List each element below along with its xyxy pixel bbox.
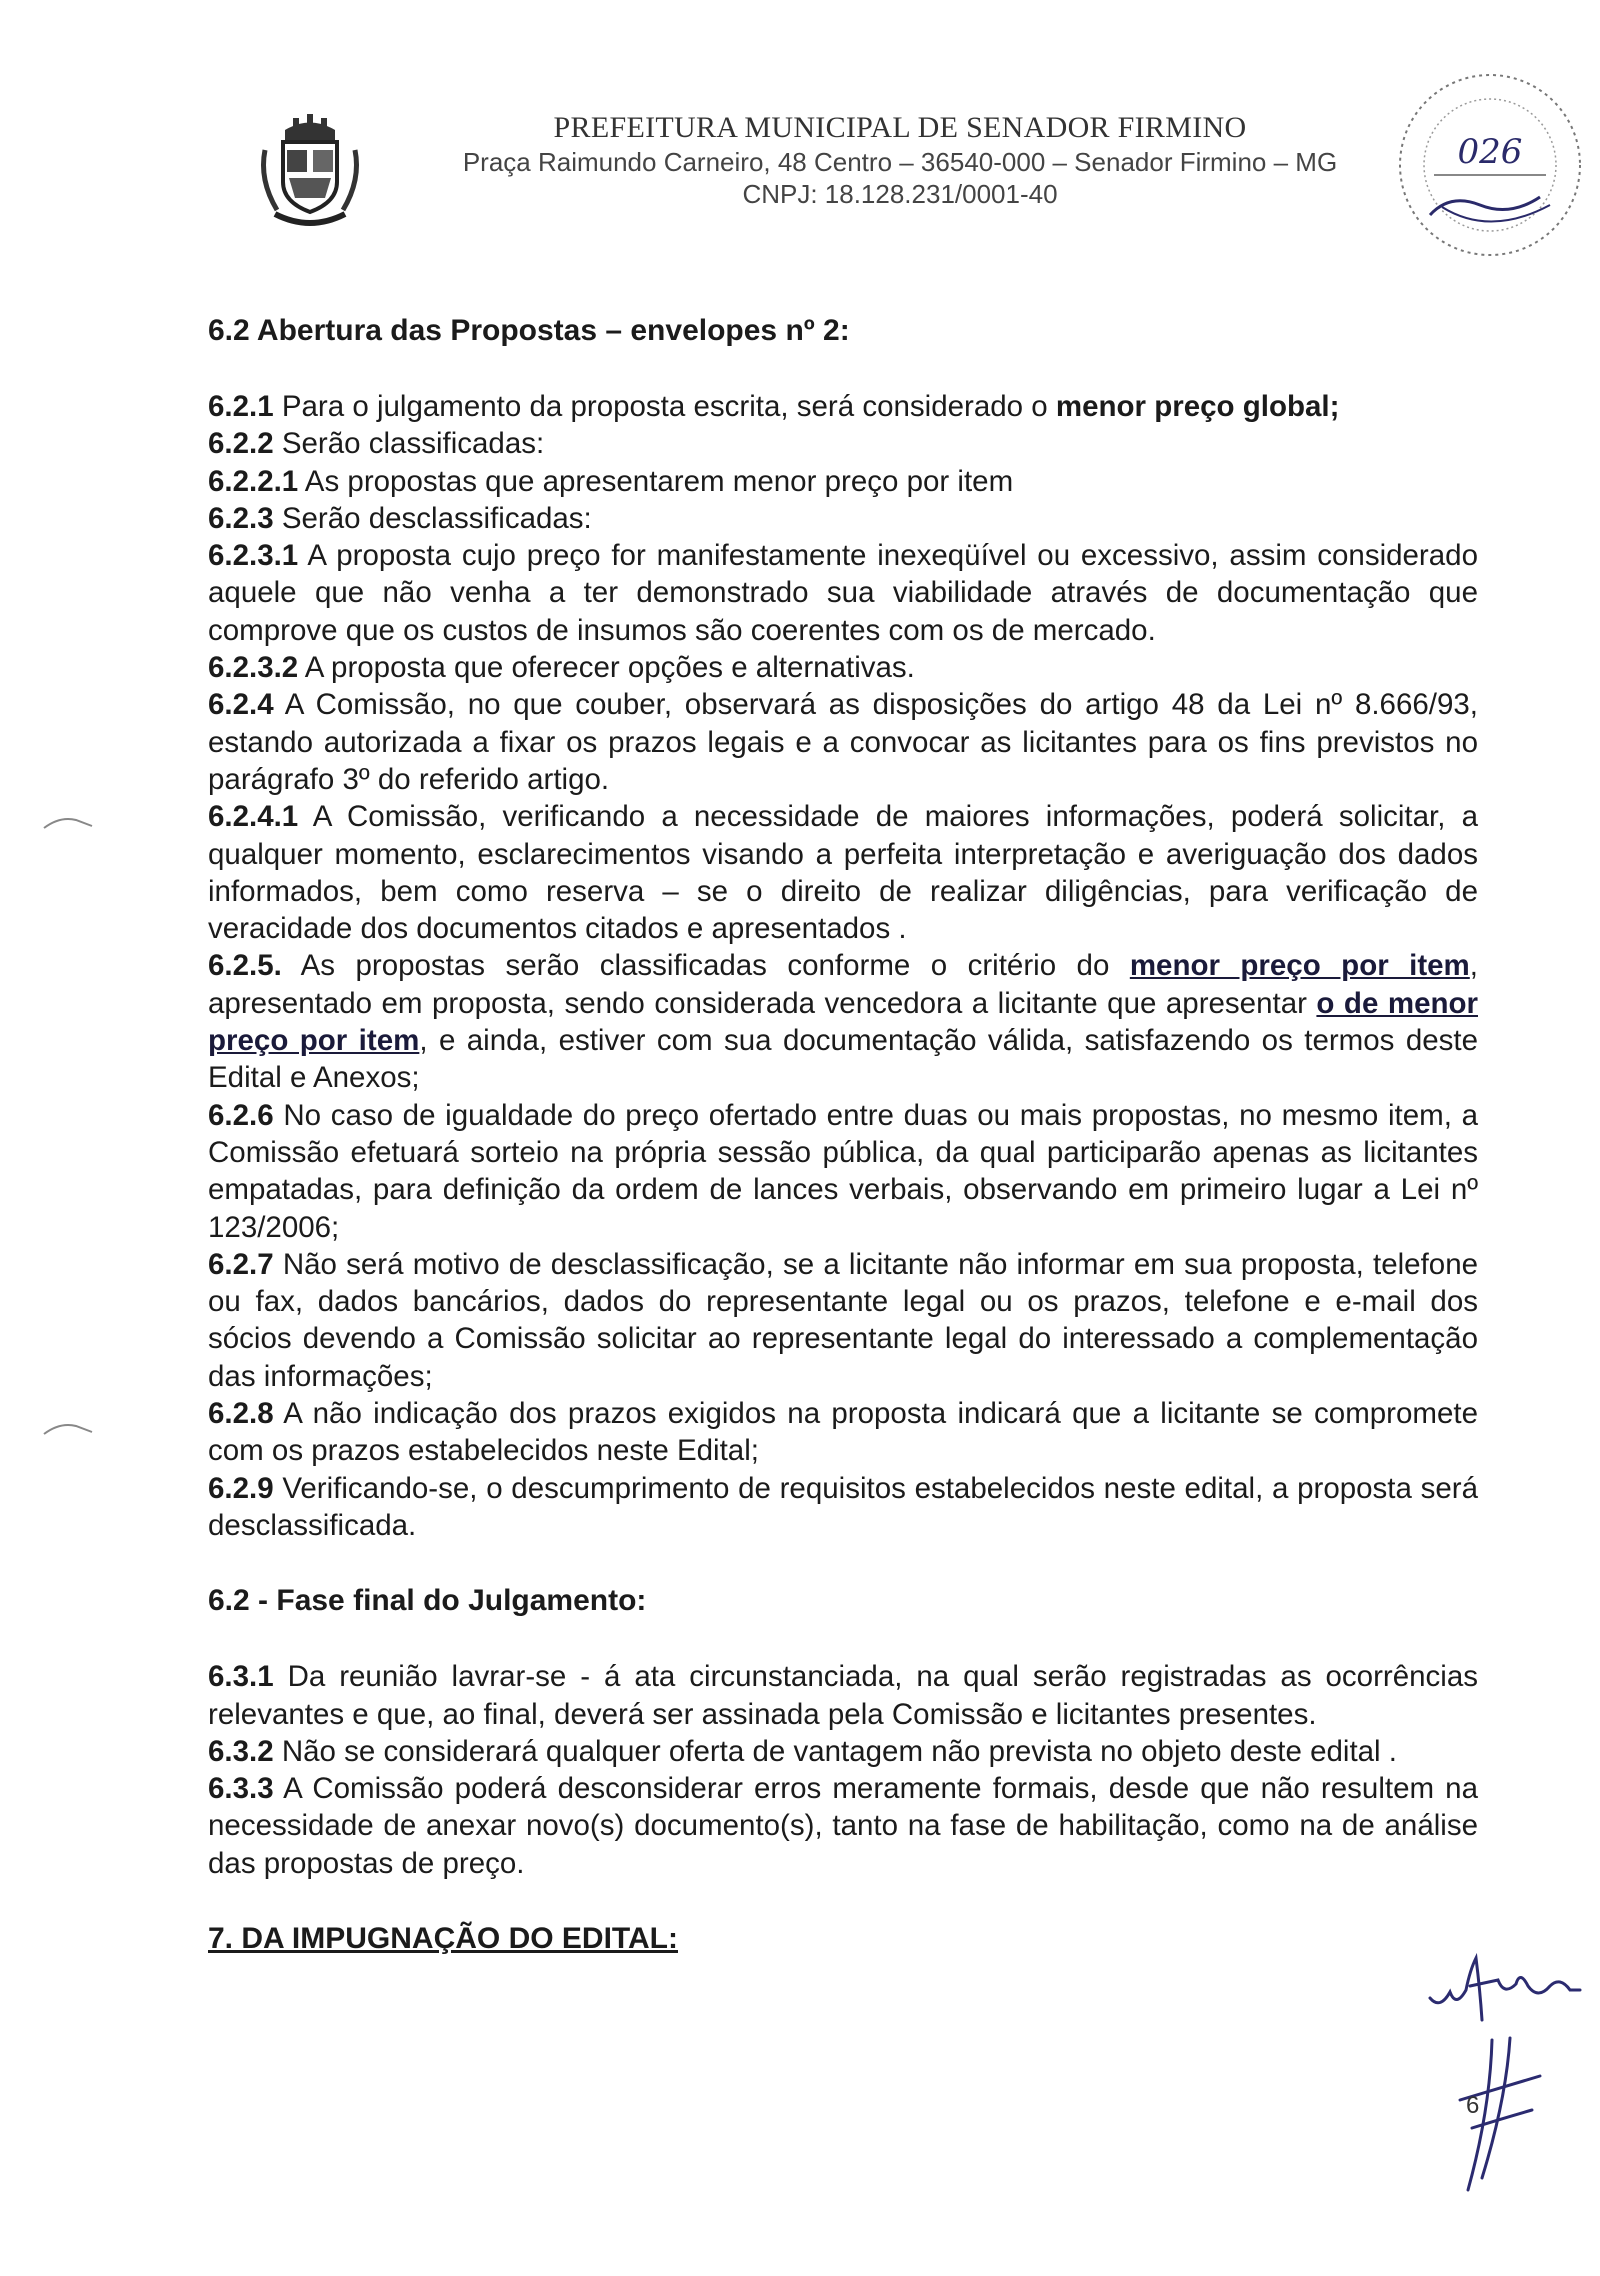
margin-mark-icon	[40, 812, 100, 832]
clause-6-2-2-1: 6.2.2.1 As propostas que apresentarem menor preço por item	[208, 464, 1014, 498]
section-heading-6-3: 6.2 - Fase final do Julgamento:	[208, 1584, 647, 1618]
margin-mark-icon	[40, 1418, 100, 1438]
page-stamp	[1390, 65, 1590, 265]
clause-6-2-3-2: 6.2.3.2 A proposta que oferecer opções e alternativas.	[208, 651, 915, 685]
clause-6-2-3: 6.2.3 Serão desclassificadas:	[208, 501, 592, 535]
section-heading-7: 7. DA IMPUGNAÇÃO DO EDITAL:	[208, 1921, 678, 1955]
clause-6-2-4-1: 6.2.4.1 A Comissão, verificando a necessidade de maiores informações, poderá solicitar, a qualquer momento, esclarecimentos visando a perfeita interpretação e averiguação dos dados informados, bem como reserva – se o direito de realizar diligências, para verificação de veracidade dos documentos citados e apresentados .	[208, 800, 1478, 946]
municipality-address: Praça Raimundo Carneiro, 48 Centro – 36540-000 – Senador Firmino – MG	[462, 147, 1338, 177]
clause-6-2-8: 6.2.8 A não indicação dos prazos exigidos na proposta indicará que a licitante se compromete com os prazos estabelecidos neste Edital;	[208, 1397, 1478, 1468]
municipality-title: PREFEITURA MUNICIPAL DE SENADOR FIRMINO	[553, 111, 1247, 144]
clause-6-2-3-1: 6.2.3.1 A proposta cujo preço for manifestamente inexeqüível ou excessivo, assim considerado aquele que não venha a ter demonstrado sua viabilidade através de documentação que comprove que os custos de insumos são coerentes com os de mercado.	[208, 539, 1478, 647]
municipality-cnpj: CNPJ: 18.128.231/0001-40	[742, 179, 1058, 209]
section-heading-6-2: 6.2 Abertura das Propostas – envelopes nº 2:	[208, 314, 850, 347]
clause-6-2-5: 6.2.5. As propostas serão classificadas conforme o critério do menor preço por item, apresentado em proposta, sendo considerada vencedora a licitante que apresentar o de menor preço por item, e ainda, estiver com sua documentação válida, satisfazendo os termos deste Edital e Anexos;	[208, 949, 1478, 1095]
clause-6-2-1: 6.2.1 Para o julgamento da proposta escrita, será considerado o menor preço global;	[208, 390, 1340, 423]
page-number: 6	[1466, 2092, 1480, 2119]
clause-6-2-7: 6.2.7 Não será motivo de desclassificação, se a licitante não informar em sua proposta, telefone ou fax, dados bancários, dados do representante legal ou os prazos, telefone e e-mail dos sócios devendo a Comissão solicitar ao representante legal do interessado a complementação das informações;	[208, 1247, 1479, 1393]
clause-6-3-2: 6.3.2 Não se considerará qualquer oferta de vantagem não prevista no objeto deste edital .	[208, 1734, 1397, 1768]
clause-6-2-4: 6.2.4 A Comissão, no que couber, observará as disposições do artigo 48 da Lei nº 8.666/93, estando autorizada a fixar os prazos legais e a convocar as licitantes para os fins previstos no parágrafo 3º do referido artigo.	[208, 688, 1478, 796]
stamp-number: 026	[1457, 132, 1523, 172]
clause-6-3-1: 6.3.1 Da reunião lavrar-se - á ata circunstanciada, na qual serão registradas as ocorrências relevantes e que, ao final, deverá ser assinada pela Comissão e licitantes presentes.	[208, 1660, 1478, 1731]
clause-6-3-3: 6.3.3 A Comissão poderá desconsiderar erros meramente formais, desde que não resultem na necessidade de anexar novo(s) documento(s), tanto na fase de habilitação, como na de análise das propostas de preço.	[208, 1772, 1478, 1880]
letterhead	[0, 0, 1600, 250]
clause-6-2-9: 6.2.9 Verificando-se, o descumprimento de requisitos estabelecidos neste edital, a proposta será desclassificada.	[208, 1471, 1479, 1542]
document-body	[208, 312, 1478, 1958]
clause-6-2-2: 6.2.2 Serão classificadas:	[208, 427, 545, 461]
clause-6-2-6: 6.2.6 No caso de igualdade do preço ofertado entre duas ou mais propostas, no mesmo item, a Comissão efetuará sorteio na própria sessão pública, da qual participarão apenas as licitantes empatadas, para definição da ordem de lances verbais, observando em primeiro lugar a Lei nº 123/2006;	[208, 1098, 1479, 1244]
municipal-crest-icon	[255, 110, 365, 230]
handwritten-signature	[1420, 1950, 1590, 2200]
